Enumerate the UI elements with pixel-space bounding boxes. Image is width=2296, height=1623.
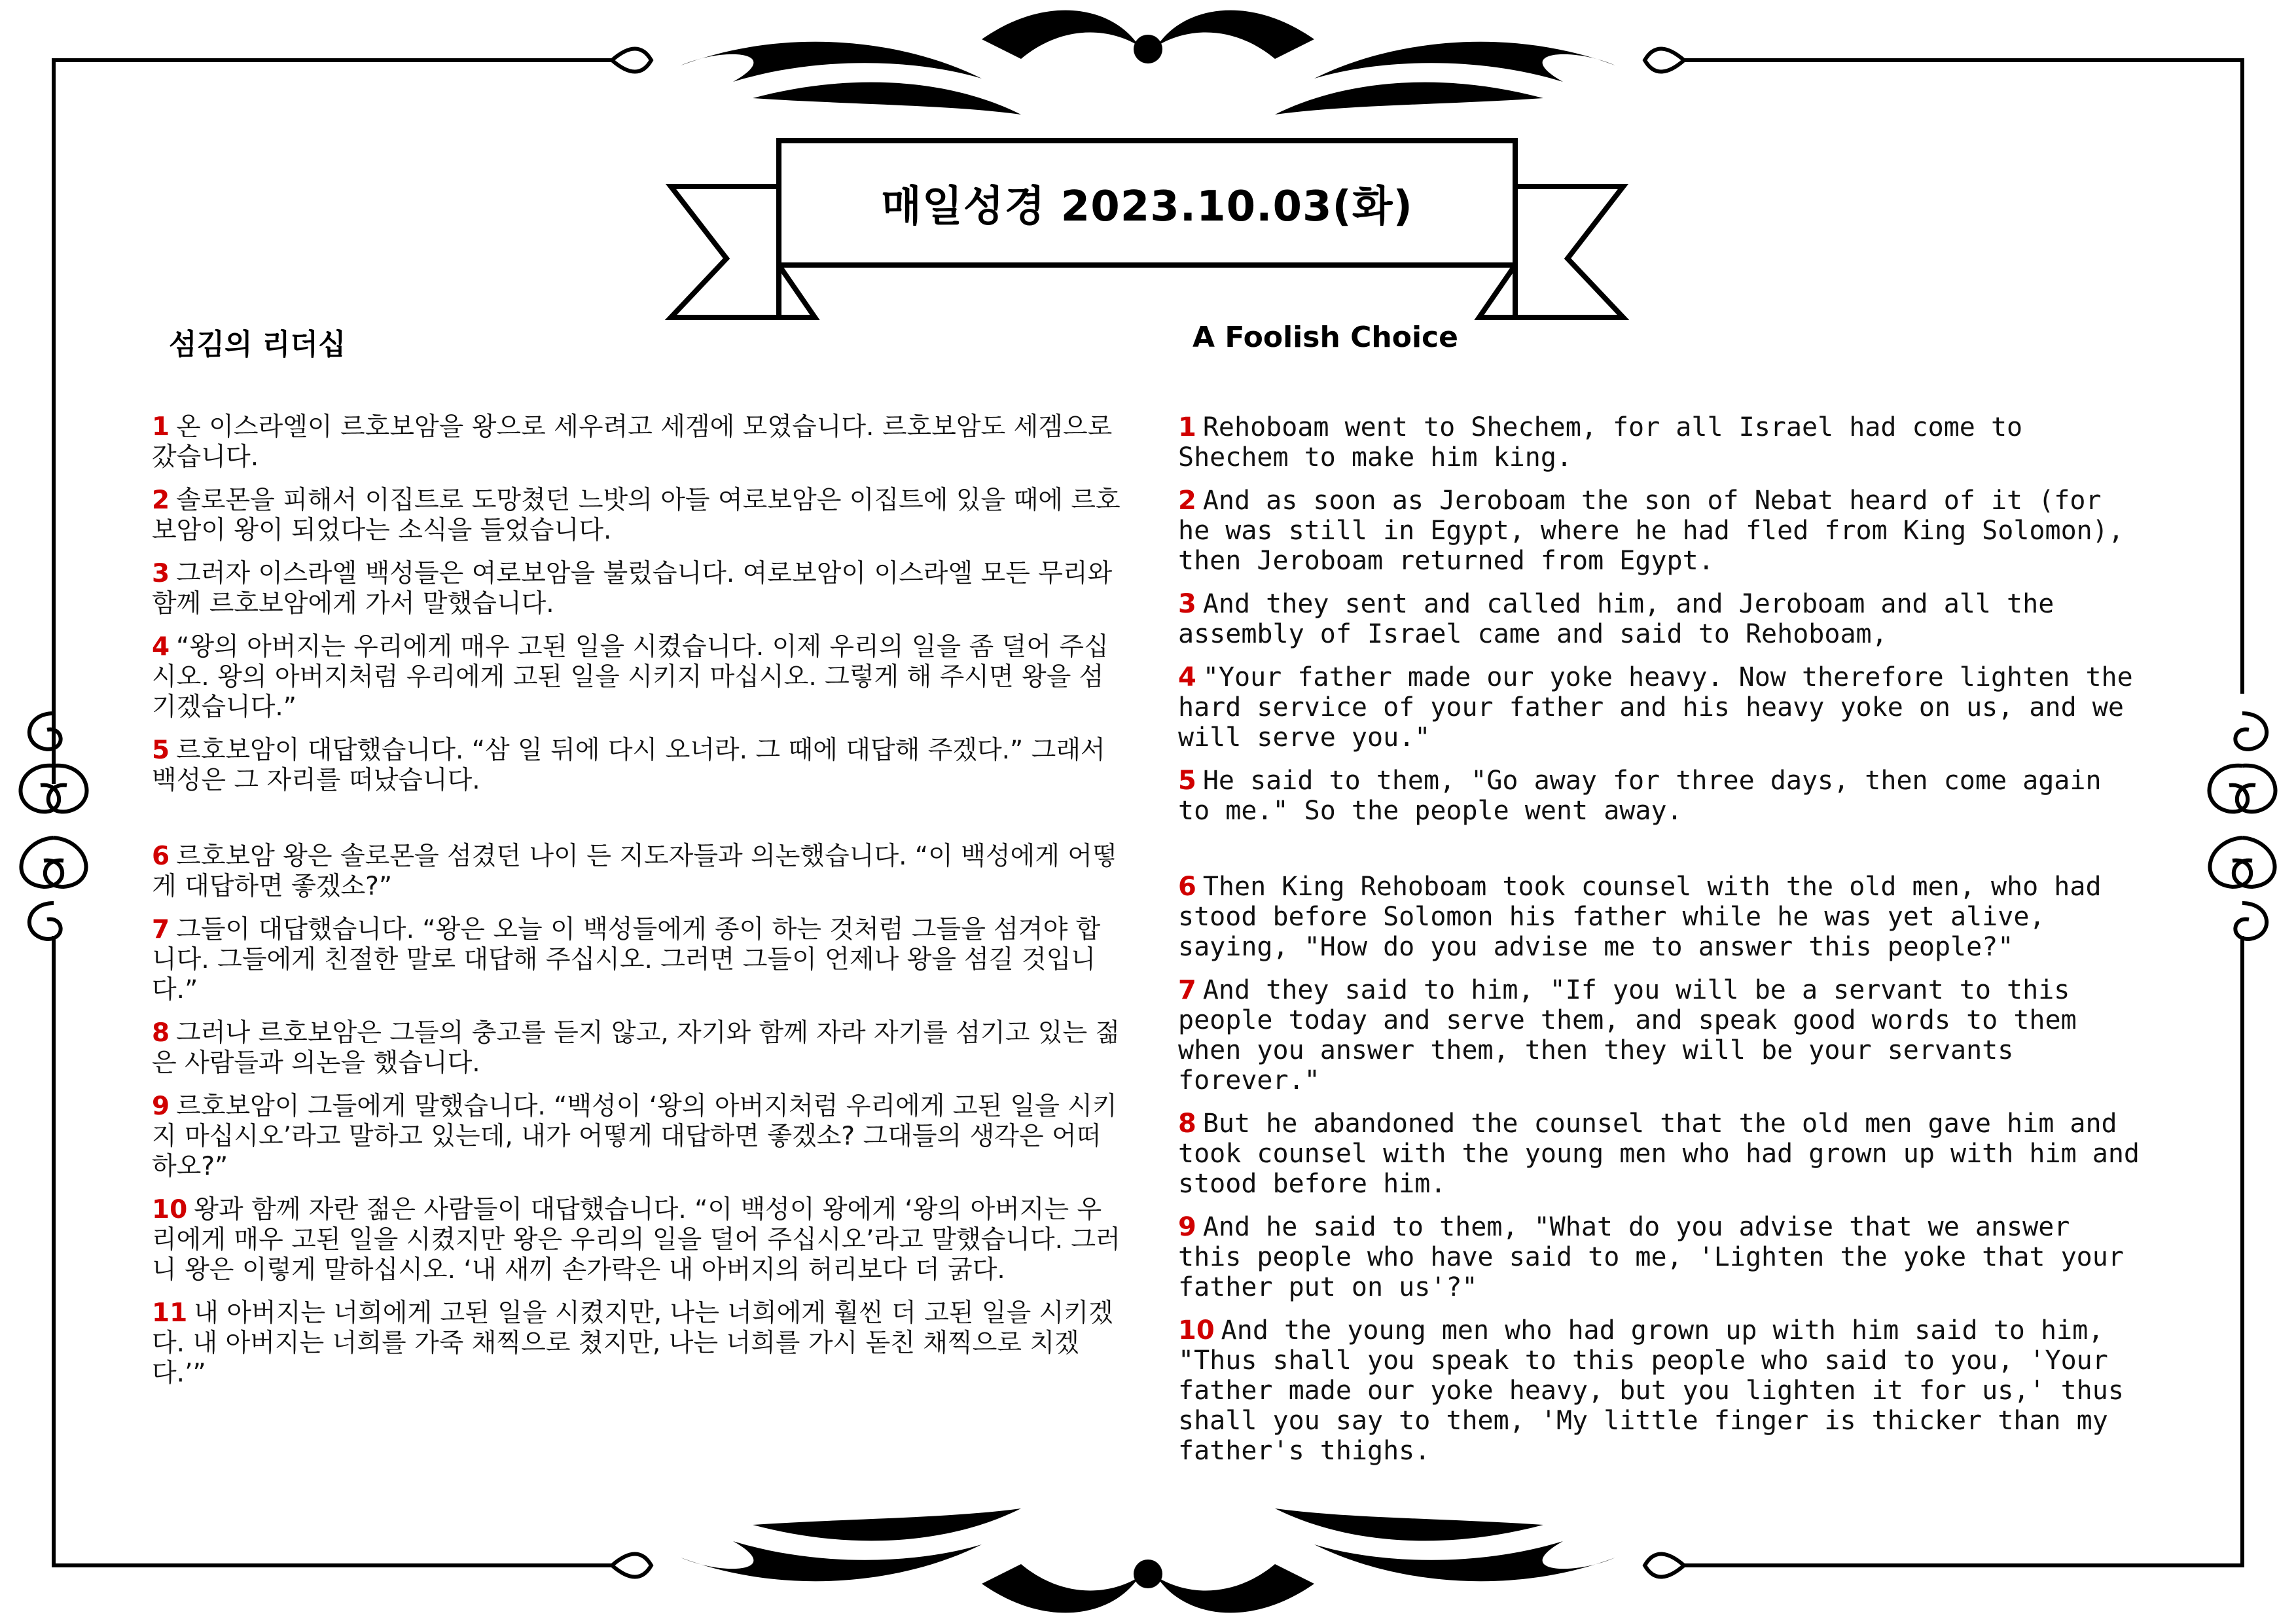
verse-number: 7	[152, 915, 170, 944]
verse-number: 1	[1178, 412, 1196, 442]
english-verse	[1178, 412, 2147, 473]
english-passage	[1178, 412, 2147, 1479]
verse-number: 5	[152, 736, 170, 765]
verse-text: He said to them, "Go away for three days, then come again to me." So the people went away.	[1178, 766, 2102, 826]
verse-number: 10	[152, 1195, 188, 1224]
english-verse	[1178, 662, 2147, 753]
verse-number: 6	[1178, 872, 1196, 902]
korean-verse	[152, 915, 1121, 1005]
verse-number: 8	[1178, 1109, 1196, 1139]
verse-number: 10	[1178, 1315, 1215, 1346]
english-verse	[1178, 589, 2147, 649]
korean-verse	[152, 1092, 1121, 1182]
verse-number: 6	[152, 842, 170, 871]
english-verse	[1178, 872, 2147, 962]
verse-number: 2	[1178, 486, 1196, 516]
verse-number: 7	[1178, 975, 1196, 1005]
verse-text: 르호보암이 그들에게 말했습니다. “백성이 ‘왕의 아버지처럼 우리에게 고된 일을 시키지 마십시오’라고 말하고 있는데, 내가 어떻게 대답하면 좋겠소? 그대들의 생각은 어떠하오?”	[152, 1092, 1117, 1181]
verse-text: 그러자 이스라엘 백성들은 여로보암을 불렀습니다. 여로보암이 이스라엘 모든 무리와 함께 르호보암에게 가서 말했습니다.	[152, 559, 1113, 618]
verse-text: And the young men who had grown up with him said to him, "Thus shall you speak to this people who said to you, 'Your father made our yoke heavy, but you lighten it for us,' thus shall you say to them, 'My little finger is thicker than my father's thighs.	[1178, 1315, 2124, 1466]
korean-verse	[152, 1195, 1121, 1285]
verse-text: And they said to him, "If you will be a servant to this people today and serve them, and speak good words to them when you answer them, then they will be your servants forever."	[1178, 975, 2077, 1096]
verse-number: 1	[152, 412, 170, 442]
english-section-title: A Foolish Choice	[1193, 321, 1458, 354]
verse-text: And they sent and called him, and Jeroboam and all the assembly of Israel came and said to Rehoboam,	[1178, 589, 2054, 649]
verse-text: Rehoboam went to Shechem, for all Israel had come to Shechem to make him king.	[1178, 412, 2023, 473]
korean-verse	[152, 412, 1121, 473]
verse-text: 내 아버지는 너희에게 고된 일을 시켰지만, 나는 너희에게 훨씬 더 고된 일을 시키겠다. 내 아버지는 너희를 가죽 채찍으로 쳤지만, 나는 너희를 가시 돋친 채찍으로 치겠다.’”	[152, 1298, 1113, 1388]
korean-verse	[152, 1298, 1121, 1389]
verse-text: But he abandoned the counsel that the old men gave him and took counsel with the young men who had grown up with him and stood before him.	[1178, 1109, 2140, 1199]
verse-number: 4	[152, 632, 170, 662]
verse-number: 4	[1178, 662, 1196, 692]
korean-verse	[152, 1018, 1121, 1079]
verse-number: 8	[152, 1018, 170, 1048]
english-verse	[1178, 1315, 2147, 1466]
korean-verse	[152, 559, 1121, 619]
english-verse	[1178, 766, 2147, 826]
english-verse	[1178, 975, 2147, 1096]
verse-text: 솔로몬을 피해서 이집트로 도망쳤던 느밧의 아들 여로보암은 이집트에 있을 때에 르호보암이 왕이 되었다는 소식을 들었습니다.	[152, 486, 1121, 545]
verse-text: 르호보암 왕은 솔로몬을 섬겼던 나이 든 지도자들과 의논했습니다. “이 백성에게 어떻게 대답하면 좋겠소?”	[152, 842, 1117, 901]
verse-text: “왕의 아버지는 우리에게 매우 고된 일을 시켰습니다. 이제 우리의 일을 좀 덜어 주십시오. 왕의 아버지처럼 우리에게 고된 일을 시키지 마십시오. 그렇게 해 주시면 왕을 섬기겠습니다.”	[152, 632, 1109, 722]
english-verse	[1178, 486, 2147, 576]
verse-text: And as soon as Jeroboam the son of Nebat heard of it (for he was still in Egypt, where he had fled from King Solomon), then Jeroboam returned from Egypt.	[1178, 486, 2124, 576]
korean-passage	[152, 412, 1121, 1402]
verse-text: "Your father made our yoke heavy. Now therefore lighten the hard service of your father and his heavy yoke on us, and we will serve you."	[1178, 662, 2133, 753]
page-title: 매일성경 2023.10.03(화)	[881, 183, 1413, 231]
verse-text: 온 이스라엘이 르호보암을 왕으로 세우려고 세겜에 모였습니다. 르호보암도 세겜으로 갔습니다.	[152, 412, 1113, 472]
verse-text: 왕과 함께 자란 젊은 사람들이 대답했습니다. “이 백성이 왕에게 ‘왕의 아버지는 우리에게 매우 고된 일을 시켰지만 왕은 우리의 일을 덜어 주십시오’라고 말했습니다. 그러니 왕은 이렇게 말하십시오. ‘내 새끼 손가락은 내 아버지의 허리보다 더 굵다.	[152, 1195, 1121, 1285]
korean-verse	[152, 842, 1121, 902]
verse-number: 9	[1178, 1212, 1196, 1242]
verse-number: 3	[152, 559, 170, 588]
verse-number: 3	[1178, 589, 1196, 619]
korean-section-title: 섬김의 리더십	[169, 328, 346, 361]
korean-verse	[152, 632, 1121, 722]
verse-number: 9	[152, 1092, 170, 1121]
korean-verse	[152, 486, 1121, 546]
korean-verse	[152, 736, 1121, 796]
verse-text: 그러나 르호보암은 그들의 충고를 듣지 않고, 자기와 함께 자라 자기를 섬기고 있는 젊은 사람들과 의논을 했습니다.	[152, 1018, 1121, 1078]
verse-text: And he said to them, "What do you advise that we answer this people who have said to me, 'Lighten the yoke that your father put on us'?"	[1178, 1212, 2124, 1302]
verse-number: 5	[1178, 766, 1196, 796]
english-verse	[1178, 1212, 2147, 1302]
verse-number: 11	[152, 1298, 188, 1328]
verse-text: 그들이 대답했습니다. “왕은 오늘 이 백성들에게 종이 하는 것처럼 그들을 섬겨야 합니다. 그들에게 친절한 말로 대답해 주십시오. 그러면 그들이 언제나 왕을 섬길 것입니다.”	[152, 915, 1101, 1005]
english-verse	[1178, 1109, 2147, 1199]
verse-text: Then King Rehoboam took counsel with the old men, who had stood before Solomon his father while he was yet alive, saying, "How do you advise me to answer this people?"	[1178, 872, 2102, 962]
verse-number: 2	[152, 486, 170, 515]
verse-text: 르호보암이 대답했습니다. “삼 일 뒤에 다시 오너라. 그 때에 대답해 주겠다.” 그래서 백성은 그 자리를 떠났습니다.	[152, 736, 1105, 795]
